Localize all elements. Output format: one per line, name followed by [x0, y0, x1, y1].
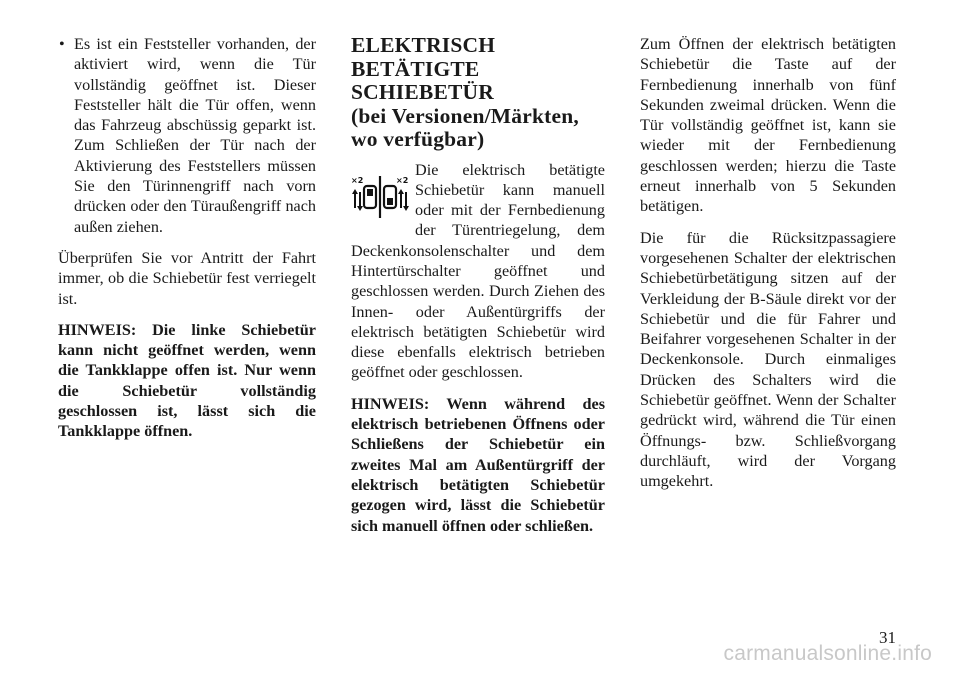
- body-paragraph-1: Zum Öffnen der elektrisch betätigten Schiebetür die Taste auf der Fernbedienung innerhalb von fünf Sekunden zweimal drücken. Wenn die Tür vollständig geöffnet ist, kann sie wieder mit der Fernbedienung geschlossen werden; hierzu die Taste erneut innerhalb von 5 Sekunden betätigen.: [640, 35, 896, 216]
- heading-line-4: wo verfügbar): [351, 127, 485, 151]
- note-paragraph: HINWEIS: Die linke Schiebetür kann nicht geöffnet werden, wenn die Tankklappe offen ist. Nur wenn die Schiebetür vollständig geschlossen ist, lässt sich die Tankklappe öffnen.: [58, 320, 316, 441]
- heading-line-1: ELEKTRISCH: [351, 33, 496, 57]
- bullet-icon: •: [59, 35, 65, 53]
- power-sliding-door-icon: [351, 174, 409, 220]
- feature-text: Die elektrisch betätigte Schiebetür kann manuell oder mit der Fernbedienung der Türentriegelung, dem Deckenkonsolenschalter und dem Hintertürschalter geöffnet und geschlossen werden. Durch Ziehen des Innen- oder Außentürgriffs der elektrisch betätigten Schiebetür wird diese ebenfalls elektrisch betrieben geöffnet oder geschlossen.: [351, 160, 605, 382]
- column-left: [58, 34, 316, 453]
- heading-line-3: (bei Versionen/Märkten,: [351, 103, 579, 128]
- icon-label-right: ×2: [396, 175, 409, 185]
- bullet-text: Es ist ein Feststeller vorhanden, der aktiviert wird, wenn die Tür vollständig geöffnet ist. Dieser Feststeller hält die Tür offen, wenn das Fahrzeug abschüssig geparkt ist. Zum Schließen der Tür nach der Aktivierung des Feststellers müssen Sie den Türinnengriff nach vorn drücken oder den Türaußengriff nach außen ziehen.: [74, 35, 316, 236]
- feature-intro: [351, 160, 605, 383]
- section-heading: [351, 34, 605, 152]
- note-paragraph: HINWEIS: Wenn während des elektrisch betriebenen Öffnens oder Schließens der Schiebetür ein zweites Mal am Außentürgriff der elektrisch betätigten Schiebetür gezogen wird, lässt die Schiebetür sich manuell öffnen oder schließen.: [351, 394, 605, 535]
- page-number: 31: [879, 628, 896, 647]
- body-paragraph-2: Die für die Rücksitzpassagiere vorgesehenen Schalter der elektrischen Schiebetürbetätigung sitzen auf der Verkleidung der B-Säule direkt vor der Schiebetür und die für Fahrer und Beifahrer vorgesehenen Schalter in der Deckenkonsole. Durch einmaliges Drücken des Schalters wird die Schiebetür geöffnet. Wenn der Schalter gedrückt wird, während die Tür einen Öffnungs- bzw. Schließvorgang durchläuft, wird der Vorgang umgekehrt.: [640, 228, 896, 491]
- body-paragraph: Überprüfen Sie vor Antritt der Fahrt immer, ob die Schiebetür fest verriegelt ist.: [58, 248, 316, 308]
- bullet-item: [58, 34, 316, 237]
- icon-label-left: ×2: [351, 175, 364, 185]
- heading-line-2: BETÄTIGTE SCHIEBETÜR: [351, 56, 494, 104]
- column-right: [640, 34, 896, 503]
- column-middle: [351, 34, 605, 547]
- watermark: carmanualsonline.info: [723, 642, 932, 665]
